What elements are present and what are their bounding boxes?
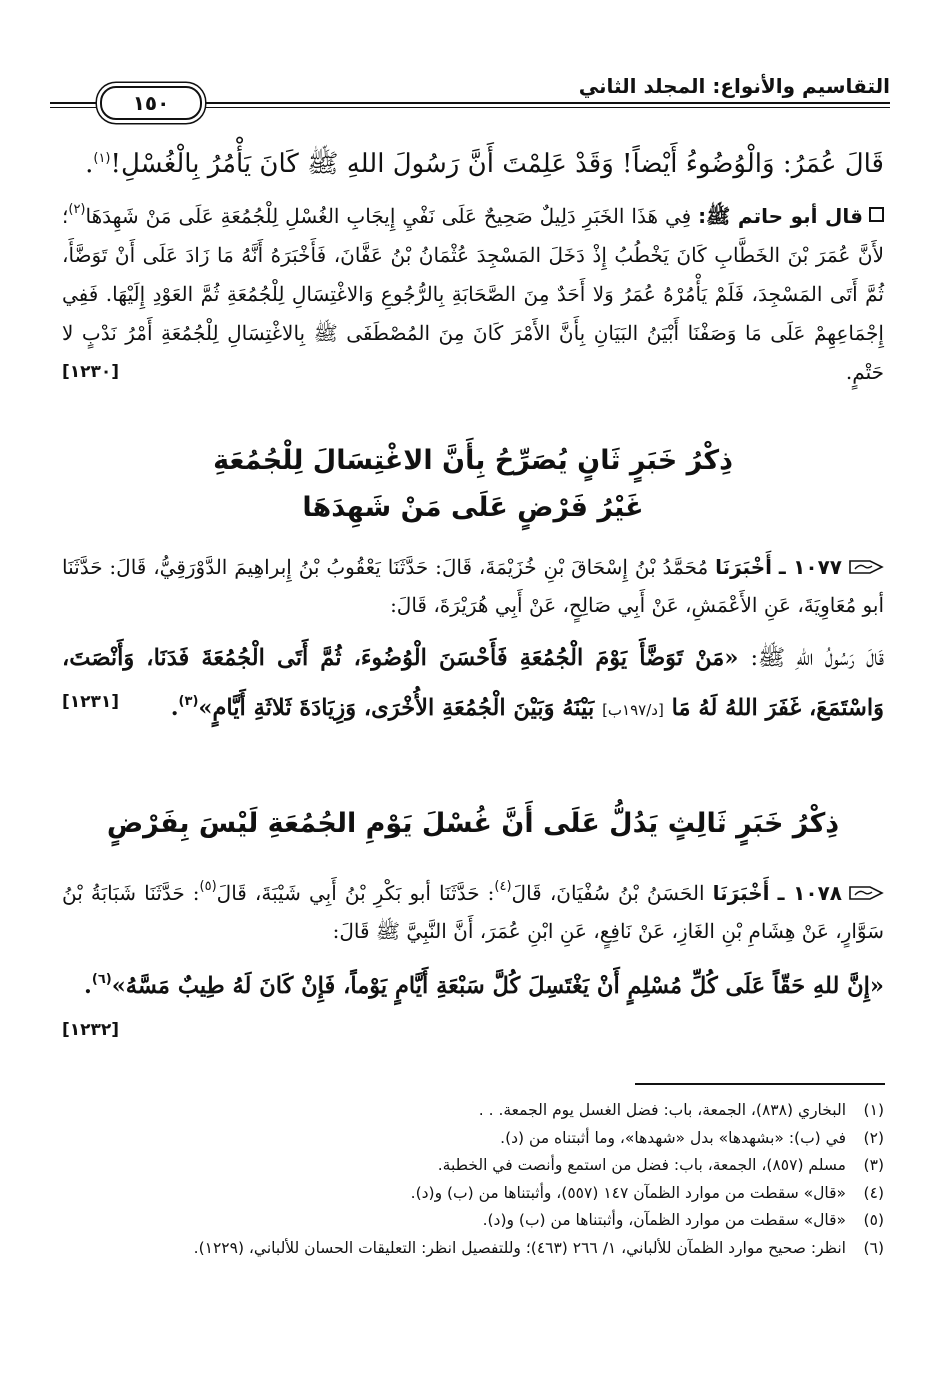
footnote-separator bbox=[635, 1083, 885, 1085]
manuscript-ref: [د/١٩٧ب] bbox=[602, 701, 664, 719]
footnote-text: انظر: صحيح موارد الظمآن للألباني، ١/ ٢٦٦ (٤٦٣)؛ وللتفصيل انظر: التعليقات الحسان للألباني، (١٢٢٩). bbox=[193, 1238, 846, 1257]
matn-text-b: بَيْنَهُ وَبَيْنَ الْجُمُعَةِ الأُخْرَى، وَزِيَادَةَ ثَلاثَةِ أَيَّامٍ» bbox=[198, 695, 595, 721]
footnote-text: «قال» سقطت من موارد الظمآن، وأثبتناها من (ب) و(د). bbox=[482, 1211, 846, 1229]
commentary-text-a: فِي هَذَا الخَبَرِ دَلِيلٌ صَحِيحٌ عَلَى نَفْيِ إِيجَابِ الغُسْلِ لِلْجُمُعَةِ عَلَى مَنْ شَهِدَهَا bbox=[85, 204, 692, 228]
footnote-mark: (١) bbox=[93, 151, 111, 166]
commentary-paragraph bbox=[62, 190, 884, 392]
footnote-item bbox=[62, 1097, 884, 1125]
akhbarana: أَخْبَرَنَا bbox=[715, 555, 772, 579]
matn-intro: قَالَ رَسُولُ اللهِ ﷺ: bbox=[750, 645, 885, 671]
footnote-number: (٦) bbox=[863, 1238, 884, 1257]
hadith-marker-icon bbox=[848, 883, 884, 903]
reference-number: [١٢٣٠] bbox=[62, 362, 120, 382]
footnotes bbox=[62, 1097, 884, 1262]
commentary-speaker: قال أبو حاتم ﷺ: bbox=[698, 204, 863, 228]
page-number: ١٥٠ bbox=[100, 86, 202, 120]
matn-text: «إِنَّ للهِ حَقّاً عَلَى كُلِّ مُسْلِمٍ أَنْ يَغْتَسِلَ كُلَّ سَبْعَةِ أَيَّامٍ يَوْماً، فَإِنْ كَانَ لَهُ طِيبٌ مَسَّهُ» bbox=[111, 973, 884, 999]
section-heading-2: ذِكْرُ خَبَرٍ ثَالِثٍ يَدُلُّ عَلَى أَنَّ غُسْلَ يَوْمِ الجُمُعَةِ لَيْسَ بِفَرْضٍ bbox=[106, 808, 840, 839]
footnote-text: في (ب): «بشهدها» بدل «شهدها»، وما أثبتناه من (د). bbox=[500, 1128, 846, 1147]
footnote-item bbox=[62, 1125, 884, 1153]
running-title: التقاسيم والأنواع: المجلد الثاني bbox=[569, 74, 890, 98]
reference-number: [١٢٣٢] bbox=[62, 1020, 120, 1040]
footnote-item bbox=[62, 1235, 884, 1263]
footnote-number: (٢) bbox=[863, 1128, 884, 1147]
lead-text: قَالَ عُمَرُ: وَالْوُضُوءُ أَيْضاً! وَقَدْ عَلِمْتَ أَنَّ رَسُولَ اللهِ ﷺ كَانَ يَأْمُرُ بِالْغُسْلِ! bbox=[110, 149, 884, 179]
hadith-1078-isnad bbox=[62, 868, 884, 950]
footnote-number: (٤) bbox=[863, 1183, 884, 1202]
commentary-text-b: ؛ لأَنَّ عُمَرَ بْنَ الخَطَّابِ كَانَ يَخْطُبُ إِذْ دَخَلَ المَسْجِدَ عُثْمَانُ بْنُ عَفَّانَ، فَأَخْبَرَهُ أَنَّهُ مَا زَادَ عَلَى أَنْ تَوَضَّأَ، ثُمَّ أَتَى المَسْجِدَ، فَلَمْ يَأْمُرْهُ عُمَرُ وَلا أَحَدٌ مِنَ الصَّحَابَةِ بِالرُّجُوعِ وَالاغْتِسَالِ لِلْجُمُعَةِ ثُمَّ العَوْدِ إِلَيْهَا. فَفِي إِجْمَاعِهِمْ عَلَى مَا وَصَفْنَا أَبْيَنُ البَيَانِ بِأَنَّ الأَمْرَ كَانَ مِنَ المُصْطَفَى ﷺ بِالاغْتِسَالِ لِلْجُمُعَةِ أَمْرُ نَدْبٍ لا حَتْمٍ. bbox=[62, 204, 884, 384]
square-bullet-icon bbox=[869, 207, 884, 222]
footnote-text: «قال» سقطت من موارد الظمآن ١٤٧ (٥٥٧)، وأثبتناها من (ب) و(د). bbox=[410, 1183, 846, 1202]
akhbarana: أَخْبَرَنَا bbox=[712, 881, 770, 905]
footnote-number: (٥) bbox=[863, 1211, 884, 1229]
footnote-mark: (٥) bbox=[199, 879, 217, 894]
footnote-number: (١) bbox=[863, 1101, 884, 1119]
hadith-1077-isnad bbox=[62, 548, 884, 624]
footnote-mark: (٤) bbox=[494, 879, 512, 894]
hadith-1078-matn: «إِنَّ للهِ حَقّاً عَلَى كُلِّ مُسْلِمٍ أَنْ يَغْتَسِلَ كُلَّ سَبْعَةِ أَيَّامٍ يَوْماً، فَإِنْ كَانَ لَهُ طِيبٌ مَسَّهُ»$^{(٦)}$. [١٢٣٢] bbox=[62, 958, 884, 1052]
hadith-number: ١٠٧٨ ـ bbox=[777, 881, 842, 905]
footnote-mark: (٢) bbox=[68, 202, 86, 217]
page-header bbox=[50, 72, 890, 122]
section-heading: ذِكْرُ خَبَرٍ ثَانٍ يُصَرِّحُ بِأَنَّ الاغْتِسَالَ لِلْجُمُعَةِ bbox=[213, 445, 733, 476]
isnad-text-b: : حَدَّثَنَا أبو بَكْرِ بْنُ أَبِي شَيْبَةَ، قَالَ bbox=[216, 881, 495, 905]
isnad-text-c: : حَدَّثَنَا شَبَابَةُ بْنُ سَوَّارٍ، عَنْ هِشَامِ بْنِ الغَازِ، عَنْ نَافِعٍ، عَنِ ابْنِ عُمَرَ، أَنَّ النَّبِيَّ ﷺ قَالَ: bbox=[62, 881, 884, 943]
section-heading-line2: غَيْرُ فَرْضٍ عَلَى مَنْ شَهِدَهَا bbox=[302, 492, 644, 523]
footnote-text: مسلم (٨٥٧)، الجمعة، باب: فضل من استمع وأنصت في الخطبة. bbox=[437, 1156, 846, 1174]
footnote-item bbox=[62, 1207, 884, 1235]
footnote-item bbox=[62, 1152, 884, 1180]
lead-paragraph: قَالَ عُمَرُ: وَالْوُضُوءُ أَيْضاً! وَقَدْ عَلِمْتَ أَنَّ رَسُولَ اللهِ ﷺ كَانَ يَأْمُرُ بِالْغُسْلِ!$^{(١)}$. bbox=[85, 149, 884, 179]
footnote-item bbox=[62, 1180, 884, 1208]
footnote-mark: (٣) bbox=[178, 694, 199, 709]
hadith-1077-matn: قَالَ رَسُولُ اللهِ ﷺ: «مَنْ تَوَضَّأَ يَوْمَ الْجُمُعَةِ فَأَحْسَنَ الْوُضُوءَ، ثُمَّ أَتَى الْجُمُعَةَ فَدَنَا، وَأَنْصَتَ، وَاسْتَمَعَ، غَفَرَ اللهُ لَهُ مَا [د/١٩٧ب] بَيْنَهُ وَبَيْنَ الْجُمُعَةِ الأُخْرَى، وَزِيَادَةَ ثَلاثَةِ أَيَّامٍ»$^{(٣)}$. [١٢٣١] bbox=[62, 636, 884, 732]
matn-text-a: «مَنْ تَوَضَّأَ يَوْمَ الْجُمُعَةِ فَأَحْسَنَ الْوُضُوءَ، ثُمَّ أَتَى الْجُمُعَةَ فَدَنَا، وَأَنْصَتَ، وَاسْتَمَعَ، غَفَرَ اللهُ لَهُ مَا bbox=[62, 645, 884, 721]
isnad-text: مُحَمَّدُ بْنُ إِسْحَاقَ بْنِ خُزَيْمَةَ، قَالَ: حَدَّثَنَا يَعْقُوبُ بْنُ إِبراهِيمَ الدَّوْرَقِيُّ، قَالَ: حَدَّثَنَا أبو مُعَاوِيَةَ، عَنِ الأَعْمَشِ، عَنْ أَبِي صَالِحٍ، عَنْ أَبِي هُرَيْرَةَ، قَالَ: bbox=[62, 555, 884, 617]
footnote-number: (٣) bbox=[863, 1156, 884, 1174]
hadith-number: ١٠٧٧ ـ bbox=[778, 555, 842, 579]
reference-number: [١٢٣١] bbox=[62, 692, 120, 712]
footnote-mark: (٦) bbox=[91, 972, 112, 987]
isnad-text-a: الحَسَنُ بْنُ سُفْيَانَ، قَالَ bbox=[511, 881, 705, 905]
hadith-marker-icon bbox=[848, 557, 884, 577]
footnote-text: البخاري (٨٣٨)، الجمعة، باب: فضل الغسل يوم الجمعة. . . bbox=[478, 1101, 846, 1119]
